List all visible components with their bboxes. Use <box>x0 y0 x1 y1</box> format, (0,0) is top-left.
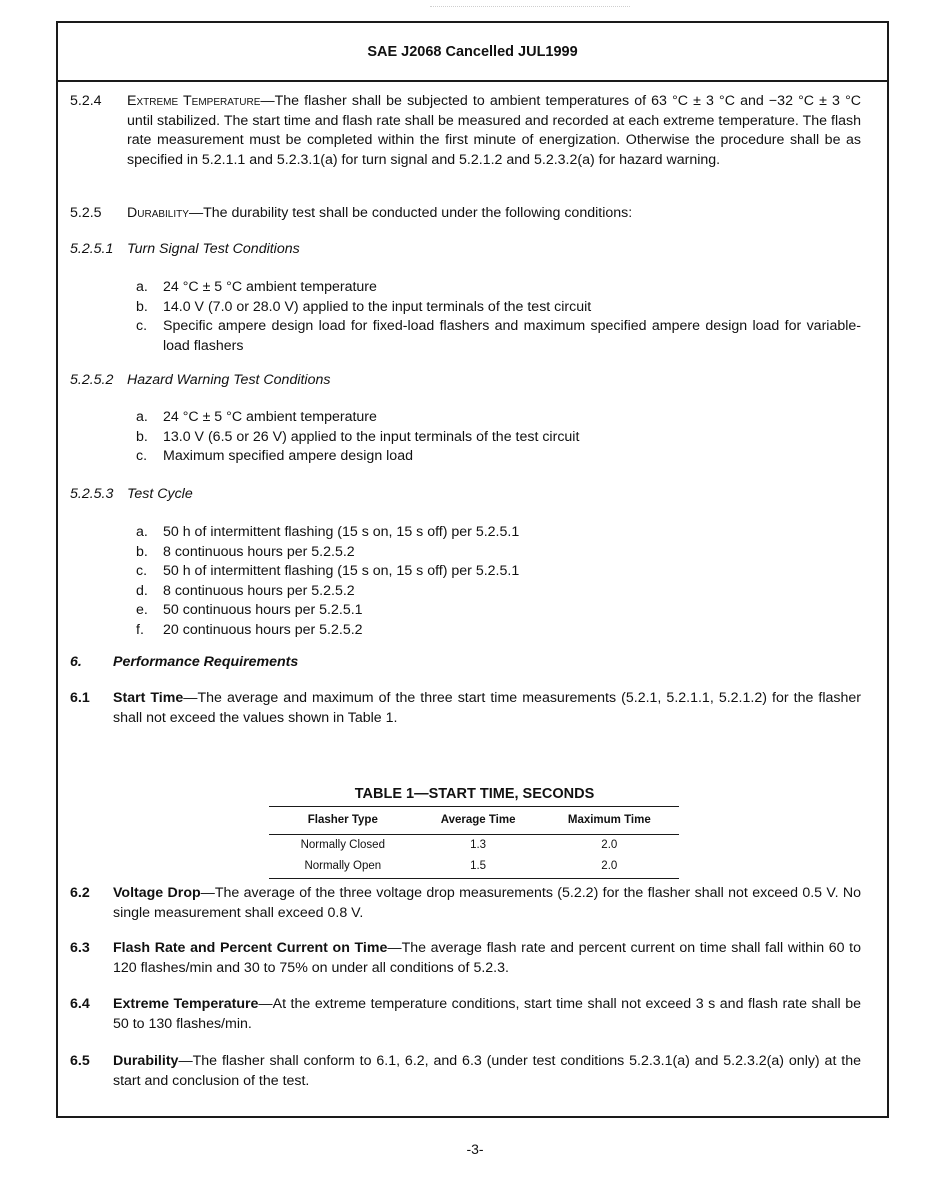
section-text: —The flasher shall be subjected to ambient temperatures of 63 °C ± 3 °C and −32 °C ± 3 °C until stabilized. The start time and flash rate shall be measured and recorded at each extreme temperature. The flash rate measurement must be completed within the first minute of energization. Otherwise the procedure shall be as specified in 5.2.1.1 and 5.2.3.1(a) for turn signal and 5.2.1.2 and 5.2.3.2(a) for hazard warning. <box>127 93 861 168</box>
section-number: 6.3 <box>70 940 90 956</box>
section-6-2 <box>70 884 861 923</box>
section-heading: Extreme Temperature <box>113 996 259 1012</box>
section-number: 6.5 <box>70 1053 90 1069</box>
hazard-conditions-list <box>136 408 861 467</box>
list-item: a. 24 °C ± 5 °C ambient temperature <box>136 409 377 425</box>
section-number: 5.2.5.3 <box>70 486 114 502</box>
section-5-2-4 <box>70 92 861 170</box>
table-cell: Normally Closed <box>300 838 385 851</box>
section-5-2-5-1 <box>70 240 861 260</box>
list-item: b. 14.0 V (7.0 or 28.0 V) applied to the input terminals of the test circuit <box>136 298 592 315</box>
section-text: —The flasher shall conform to 6.1, 6.2, and 6.3 (under test conditions 5.2.3.1(a) and 5.2.3.2(a) only) at the start and conclusion of the test. <box>113 1053 861 1089</box>
list-item: a. 50 h of intermittent flashing (15 s on, 15 s off) per 5.2.5.1 <box>136 524 520 540</box>
section-number: 5.2.5.1 <box>70 241 114 257</box>
section-6-1 <box>70 689 861 728</box>
section-5-2-5-3 <box>70 485 861 505</box>
table-cell: 1.5 <box>417 856 540 878</box>
section-title: Performance Requirements <box>113 654 299 670</box>
section-number: 5.2.5 <box>70 205 102 221</box>
page-header <box>58 23 887 82</box>
column-header: Maximum Time <box>540 807 679 835</box>
section-6-3 <box>70 939 861 978</box>
page-number: -3- <box>466 1141 484 1157</box>
list-item: c. Specific ampere design load for fixed-load flashers and maximum specified ampere design load for variable-load flashers <box>136 318 861 354</box>
scan-artifact <box>430 0 630 7</box>
section-title: Hazard Warning Test Conditions <box>127 372 331 388</box>
section-5-2-5 <box>70 204 861 224</box>
section-text: —At the extreme temperature conditions, start time shall not exceed 3 s and flash rate shall be 50 to 130 flashes/min. <box>113 996 861 1032</box>
section-heading: Start Time <box>113 690 184 706</box>
section-text: —The average of the three voltage drop measurements (5.2.2) for the flasher shall not exceed 0.5 V. No single measurement shall exceed 0.8 V. <box>113 885 862 921</box>
section-number: 5.2.4 <box>70 93 102 109</box>
section-heading: Durability <box>127 205 189 221</box>
column-header: Flasher Type <box>269 807 417 835</box>
section-text: —The average and maximum of the three start time measurements (5.2.1, 5.2.1.1, 5.2.1.2) for the flasher shall not exceed the values shown in Table 1. <box>113 690 862 726</box>
list-item: c. 50 h of intermittent flashing (15 s on, 15 s off) per 5.2.5.1 <box>136 563 520 579</box>
section-number: 6.2 <box>70 885 90 901</box>
section-title: Turn Signal Test Conditions <box>127 241 300 257</box>
section-6-5 <box>70 1052 861 1091</box>
list-item: c. Maximum specified ampere design load <box>136 448 413 464</box>
list-item: b. 8 continuous hours per 5.2.5.2 <box>136 543 355 560</box>
section-text: —The average flash rate and percent current on time shall fall within 60 to 120 flashes/min and 30 to 75% on under all conditions of 5.2.3. <box>113 940 862 976</box>
table-row <box>269 834 679 856</box>
section-number: 6.1 <box>70 690 90 706</box>
list-item: f. 20 continuous hours per 5.2.5.2 <box>136 621 363 638</box>
list-item: d. 8 continuous hours per 5.2.5.2 <box>136 582 355 599</box>
section-number: 6.4 <box>70 996 90 1012</box>
column-header: Average Time <box>417 807 540 835</box>
table-header-row <box>269 807 679 835</box>
list-item: b. 13.0 V (6.5 or 26 V) applied to the input terminals of the test circuit <box>136 428 580 445</box>
section-6-4 <box>70 995 861 1034</box>
section-number: 6. <box>70 654 82 670</box>
document-title: SAE J2068 Cancelled JUL1999 <box>367 43 578 60</box>
section-heading: Voltage Drop <box>113 885 201 901</box>
section-heading: Extreme Temperature <box>127 93 261 109</box>
table-title: TABLE 1—START TIME, SECONDS <box>354 786 595 802</box>
table-cell: Normally Open <box>269 856 417 878</box>
list-item: a. 24 °C ± 5 °C ambient temperature <box>136 279 377 295</box>
section-heading: Durability <box>113 1053 179 1069</box>
table-row <box>269 856 679 878</box>
start-time-table <box>269 806 679 879</box>
turn-signal-conditions-list <box>136 278 861 356</box>
section-heading: Flash Rate and Percent Current on Time <box>113 940 388 956</box>
section-title: Test Cycle <box>127 486 193 502</box>
table-cell: 1.3 <box>470 838 487 851</box>
section-text: —The durability test shall be conducted under the following conditions: <box>188 205 633 221</box>
section-5-2-5-2 <box>70 371 861 391</box>
table-cell: 2.0 <box>540 856 679 878</box>
page-frame <box>56 21 889 1118</box>
section-number: 5.2.5.2 <box>70 372 114 388</box>
list-item: e. 50 continuous hours per 5.2.5.1 <box>136 602 363 618</box>
section-6 <box>70 653 861 673</box>
test-cycle-list <box>136 523 861 640</box>
table-cell: 2.0 <box>601 838 618 851</box>
